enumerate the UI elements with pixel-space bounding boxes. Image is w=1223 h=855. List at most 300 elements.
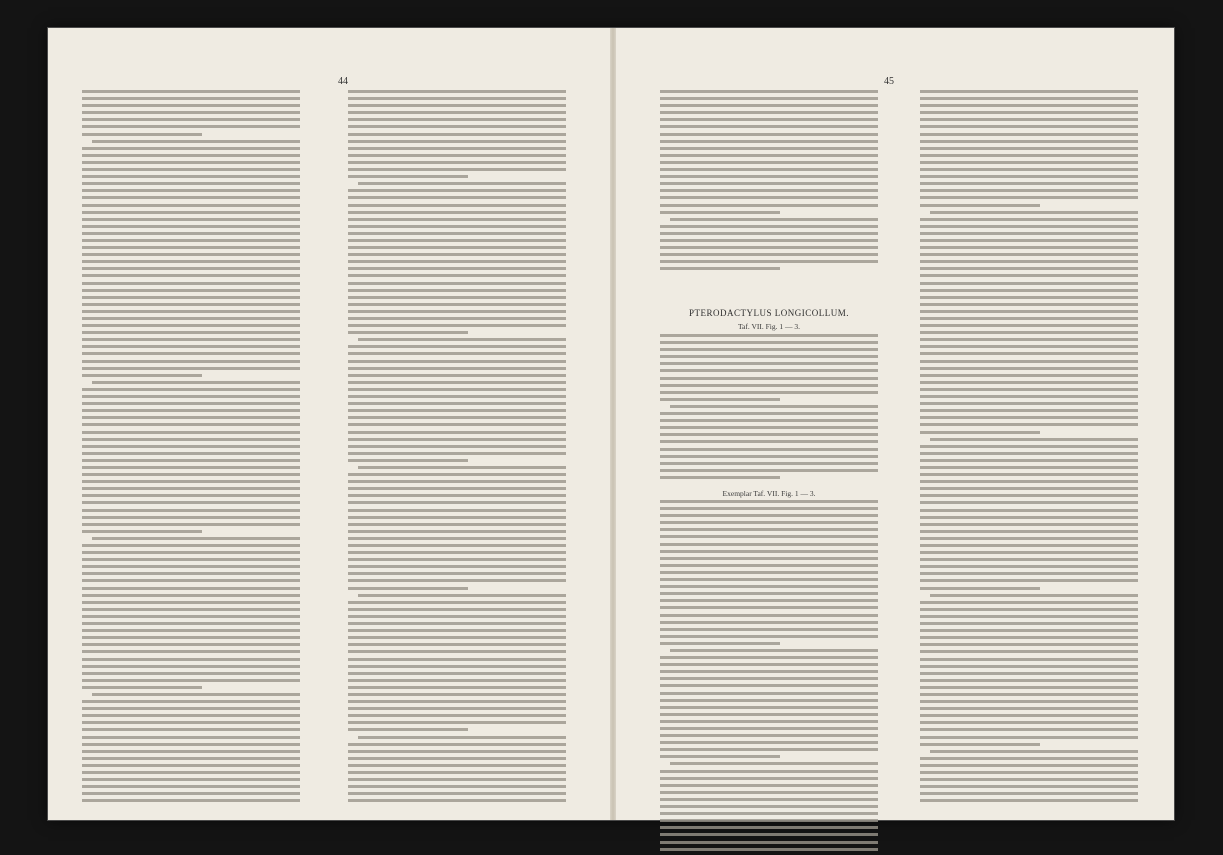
- text-line: [660, 614, 878, 617]
- text-line: [82, 395, 300, 398]
- text-line: [348, 693, 566, 696]
- text-line: [348, 345, 566, 348]
- text-line: [660, 175, 878, 178]
- text-line: [82, 672, 300, 675]
- text-line: [348, 516, 566, 519]
- text-line: [82, 239, 300, 242]
- text-line: [348, 90, 566, 93]
- text-line: [82, 594, 300, 597]
- text-line: [660, 334, 878, 337]
- text-line: [82, 466, 300, 469]
- text-line: [82, 728, 300, 731]
- text-line: [660, 455, 878, 458]
- text-line: [348, 778, 566, 781]
- text-line: [348, 161, 566, 164]
- text-line: [82, 416, 300, 419]
- text-line: [920, 665, 1138, 668]
- text-line: [82, 296, 300, 299]
- text-line: [920, 381, 1138, 384]
- text-line: [348, 643, 566, 646]
- text-line: [920, 792, 1138, 795]
- text-line: [920, 743, 1040, 746]
- text-line: [348, 714, 566, 717]
- text-line: [660, 755, 780, 758]
- text-line: [348, 310, 566, 313]
- text-line: [82, 750, 300, 753]
- text-line: [82, 345, 300, 348]
- text-line: [920, 239, 1138, 242]
- text-line: [660, 369, 878, 372]
- text-line: [82, 246, 300, 249]
- text-line: [348, 388, 566, 391]
- text-line: [920, 523, 1138, 526]
- text-line: [348, 601, 566, 604]
- text-line: [348, 296, 566, 299]
- text-line: [82, 799, 300, 802]
- text-line: [82, 118, 300, 121]
- text-line: [82, 530, 202, 533]
- text-line: [82, 736, 300, 739]
- text-line: [920, 345, 1138, 348]
- text-line: [920, 445, 1138, 448]
- text-line: [660, 741, 878, 744]
- text-line: [348, 523, 566, 526]
- text-line: [660, 628, 878, 631]
- text-line: [82, 679, 300, 682]
- text-line: [82, 743, 300, 746]
- text-line: [920, 97, 1138, 100]
- text-line: [82, 402, 300, 405]
- text-line: [82, 792, 300, 795]
- text-line: [920, 218, 1138, 221]
- text-line: [82, 473, 300, 476]
- text-line: [348, 679, 566, 682]
- text-line: [660, 656, 878, 659]
- text-line: [920, 154, 1138, 157]
- text-line: [348, 565, 566, 568]
- text-line: [82, 97, 300, 100]
- text-line: [920, 650, 1138, 653]
- text-line: [82, 282, 300, 285]
- text-line: [660, 348, 878, 351]
- text-line: [920, 289, 1138, 292]
- text-line: [920, 622, 1138, 625]
- text-line: [82, 601, 300, 604]
- text-line: [920, 721, 1138, 724]
- text-line: [920, 509, 1138, 512]
- text-line: [82, 509, 300, 512]
- text-line: [82, 253, 300, 256]
- text-line: [348, 189, 566, 192]
- text-line: [920, 204, 1040, 207]
- text-line: [82, 558, 300, 561]
- text-line: [660, 476, 780, 479]
- text-line: [660, 161, 878, 164]
- text-line: [660, 97, 878, 100]
- text-line: [660, 578, 878, 581]
- text-line: [660, 253, 878, 256]
- text-line: [920, 133, 1138, 136]
- text-line: [660, 550, 878, 553]
- text-line: [920, 331, 1138, 334]
- text-line: [348, 239, 566, 242]
- text-line: [920, 565, 1138, 568]
- text-line: [348, 125, 566, 128]
- text-line: [348, 431, 566, 434]
- text-line: [660, 677, 878, 680]
- text-line: [348, 494, 566, 497]
- text-line: [920, 267, 1138, 270]
- text-line: [348, 672, 566, 675]
- text-line: [82, 154, 300, 157]
- text-line: [82, 501, 300, 504]
- text-line: [660, 599, 878, 602]
- text-line: [348, 154, 566, 157]
- text-line: [348, 445, 566, 448]
- text-line: [920, 778, 1138, 781]
- text-line: [920, 452, 1138, 455]
- text-line: [82, 338, 300, 341]
- text-line: [920, 111, 1138, 114]
- text-line: [82, 367, 300, 370]
- text-line: [660, 805, 878, 808]
- text-line: [348, 253, 566, 256]
- text-line: [920, 643, 1138, 646]
- text-line: [660, 642, 780, 645]
- text-line: [348, 658, 566, 661]
- text-line: [920, 608, 1138, 611]
- text-line: [348, 282, 566, 285]
- text-line: [920, 360, 1138, 363]
- text-line: [348, 395, 566, 398]
- text-line: [920, 601, 1138, 604]
- text-line: [82, 757, 300, 760]
- text-line: [660, 462, 878, 465]
- text-line: [348, 530, 566, 533]
- text-line: [92, 140, 300, 143]
- text-line: [920, 487, 1138, 490]
- text-line: [82, 175, 300, 178]
- plate-reference: Taf. VII. Fig. 1 — 3.: [737, 322, 801, 331]
- text-line: [660, 699, 878, 702]
- text-line: [358, 736, 566, 739]
- text-line: [348, 211, 566, 214]
- text-line: [920, 501, 1138, 504]
- text-line: [660, 125, 878, 128]
- text-line: [348, 402, 566, 405]
- text-line: [920, 324, 1138, 327]
- text-line: [660, 727, 878, 730]
- text-line: [660, 419, 878, 422]
- text-line: [92, 693, 300, 696]
- text-line: [660, 355, 878, 358]
- text-line: [348, 175, 468, 178]
- text-line: [660, 260, 878, 263]
- text-line: [82, 565, 300, 568]
- text-line: [920, 140, 1138, 143]
- text-line: [348, 452, 566, 455]
- text-line: [660, 528, 878, 531]
- text-line: [82, 161, 300, 164]
- text-line: [82, 218, 300, 221]
- text-line: [82, 331, 300, 334]
- text-line: [348, 423, 566, 426]
- text-line: [348, 707, 566, 710]
- text-line: [660, 692, 878, 695]
- text-line: [82, 438, 300, 441]
- text-line: [348, 750, 566, 753]
- text-line: [920, 558, 1138, 561]
- text-line: [348, 303, 566, 306]
- text-line: [348, 615, 566, 618]
- text-line: [82, 104, 300, 107]
- text-line: [920, 388, 1138, 391]
- text-line: [920, 672, 1138, 675]
- text-line: [348, 629, 566, 632]
- text-line: [920, 636, 1138, 639]
- text-line: [920, 367, 1138, 370]
- text-line: [920, 771, 1138, 774]
- text-line: [348, 289, 566, 292]
- text-line: [920, 679, 1138, 682]
- text-line: [82, 544, 300, 547]
- text-line: [660, 777, 878, 780]
- text-line: [82, 225, 300, 228]
- text-line: [920, 551, 1138, 554]
- text-line: [660, 377, 878, 380]
- text-line: [660, 391, 878, 394]
- text-line: [920, 785, 1138, 788]
- text-line: [660, 189, 878, 192]
- text-line: [348, 792, 566, 795]
- text-line: [82, 324, 300, 327]
- text-line: [348, 650, 566, 653]
- text-line: [348, 267, 566, 270]
- text-line: [348, 97, 566, 100]
- text-line: [348, 551, 566, 554]
- text-line: [660, 606, 878, 609]
- text-line: [660, 104, 878, 107]
- text-line: [82, 317, 300, 320]
- text-line: [920, 700, 1138, 703]
- text-line: [920, 764, 1138, 767]
- text-line: [920, 459, 1138, 462]
- text-line: [660, 663, 878, 666]
- left-page-column-2-text: [348, 90, 566, 806]
- text-line: [82, 636, 300, 639]
- text-line: [348, 665, 566, 668]
- text-line: [920, 246, 1138, 249]
- text-line: [348, 133, 566, 136]
- text-line: [920, 282, 1138, 285]
- text-line: [82, 267, 300, 270]
- text-line: [348, 111, 566, 114]
- text-line: [82, 579, 300, 582]
- text-line: [82, 629, 300, 632]
- text-line: [920, 431, 1040, 434]
- text-line: [920, 196, 1138, 199]
- text-line: [660, 521, 878, 524]
- text-line: [348, 544, 566, 547]
- text-line: [660, 514, 878, 517]
- text-line: [82, 480, 300, 483]
- text-line: [348, 728, 468, 731]
- text-line: [920, 516, 1138, 519]
- text-line: [920, 296, 1138, 299]
- text-line: [660, 111, 878, 114]
- text-line: [348, 558, 566, 561]
- text-line: [660, 426, 878, 429]
- text-line: [82, 487, 300, 490]
- text-line: [920, 90, 1138, 93]
- text-line: [348, 196, 566, 199]
- text-line: [82, 374, 202, 377]
- text-line: [660, 469, 878, 472]
- text-line: [660, 239, 878, 242]
- text-line: [82, 423, 300, 426]
- text-line: [92, 537, 300, 540]
- text-line: [358, 594, 566, 597]
- text-line: [348, 501, 566, 504]
- right-page-column-1-text-middle: [660, 334, 878, 483]
- text-line: [348, 785, 566, 788]
- text-line: [92, 381, 300, 384]
- left-page-number: 44: [338, 76, 348, 87]
- text-line: [82, 721, 300, 724]
- text-line: [348, 572, 566, 575]
- text-line: [82, 608, 300, 611]
- text-line: [660, 734, 878, 737]
- text-line: [82, 182, 300, 185]
- text-line: [660, 819, 878, 822]
- text-line: [920, 225, 1138, 228]
- text-line: [82, 360, 300, 363]
- text-line: [82, 260, 300, 263]
- text-line: [920, 402, 1138, 405]
- text-line: [82, 771, 300, 774]
- text-line: [670, 762, 878, 765]
- text-line: [82, 303, 300, 306]
- text-line: [920, 352, 1138, 355]
- text-line: [82, 785, 300, 788]
- text-line: [670, 405, 878, 408]
- text-line: [930, 594, 1138, 597]
- text-line: [920, 104, 1138, 107]
- text-line: [660, 225, 878, 228]
- text-line: [920, 714, 1138, 717]
- text-line: [660, 140, 878, 143]
- text-line: [920, 423, 1138, 426]
- text-line: [660, 412, 878, 415]
- text-line: [920, 374, 1138, 377]
- text-line: [660, 440, 878, 443]
- text-line: [920, 629, 1138, 632]
- text-line: [660, 535, 878, 538]
- text-line: [920, 175, 1138, 178]
- text-line: [348, 509, 566, 512]
- text-line: [348, 799, 566, 802]
- text-line: [358, 338, 566, 341]
- text-line: [348, 260, 566, 263]
- text-line: [348, 317, 566, 320]
- specimen-heading: Exemplar Taf. VII. Fig. 1 — 3.: [722, 489, 816, 498]
- text-line: [920, 757, 1138, 760]
- text-line: [660, 848, 878, 851]
- text-line: [348, 118, 566, 121]
- text-line: [348, 459, 468, 462]
- text-line: [82, 445, 300, 448]
- text-line: [670, 218, 878, 221]
- text-line: [660, 204, 878, 207]
- text-line: [348, 324, 566, 327]
- text-line: [920, 253, 1138, 256]
- text-line: [348, 218, 566, 221]
- text-line: [920, 544, 1138, 547]
- text-line: [348, 204, 566, 207]
- text-line: [82, 352, 300, 355]
- text-line: [930, 750, 1138, 753]
- text-line: [930, 211, 1138, 214]
- text-line: [358, 466, 566, 469]
- text-line: [348, 352, 566, 355]
- text-line: [660, 557, 878, 560]
- text-line: [348, 608, 566, 611]
- text-line: [348, 771, 566, 774]
- text-line: [348, 487, 566, 490]
- text-line: [82, 409, 300, 412]
- section-heading: PTERODACTYLUS LONGICOLLUM.: [689, 308, 849, 318]
- text-line: [930, 438, 1138, 441]
- text-line: [920, 232, 1138, 235]
- text-line: [660, 267, 780, 270]
- text-line: [660, 341, 878, 344]
- text-line: [920, 147, 1138, 150]
- text-line: [660, 720, 878, 723]
- text-line: [82, 516, 300, 519]
- text-line: [920, 189, 1138, 192]
- text-line: [82, 622, 300, 625]
- text-line: [920, 686, 1138, 689]
- text-line: [82, 778, 300, 781]
- text-line: [82, 289, 300, 292]
- text-line: [348, 381, 566, 384]
- text-line: [348, 374, 566, 377]
- text-line: [82, 133, 202, 136]
- text-line: [348, 721, 566, 724]
- text-line: [348, 743, 566, 746]
- text-line: [348, 473, 566, 476]
- text-line: [660, 833, 878, 836]
- text-line: [920, 260, 1138, 263]
- text-line: [920, 658, 1138, 661]
- text-line: [660, 154, 878, 157]
- text-line: [920, 693, 1138, 696]
- text-line: [82, 211, 300, 214]
- text-line: [348, 140, 566, 143]
- text-line: [348, 168, 566, 171]
- text-line: [82, 388, 300, 391]
- text-line: [348, 360, 566, 363]
- text-line: [660, 798, 878, 801]
- text-line: [348, 438, 566, 441]
- text-line: [82, 310, 300, 313]
- text-line: [348, 757, 566, 760]
- text-line: [920, 338, 1138, 341]
- text-line: [82, 189, 300, 192]
- text-line: [82, 650, 300, 653]
- text-line: [660, 182, 878, 185]
- text-line: [82, 764, 300, 767]
